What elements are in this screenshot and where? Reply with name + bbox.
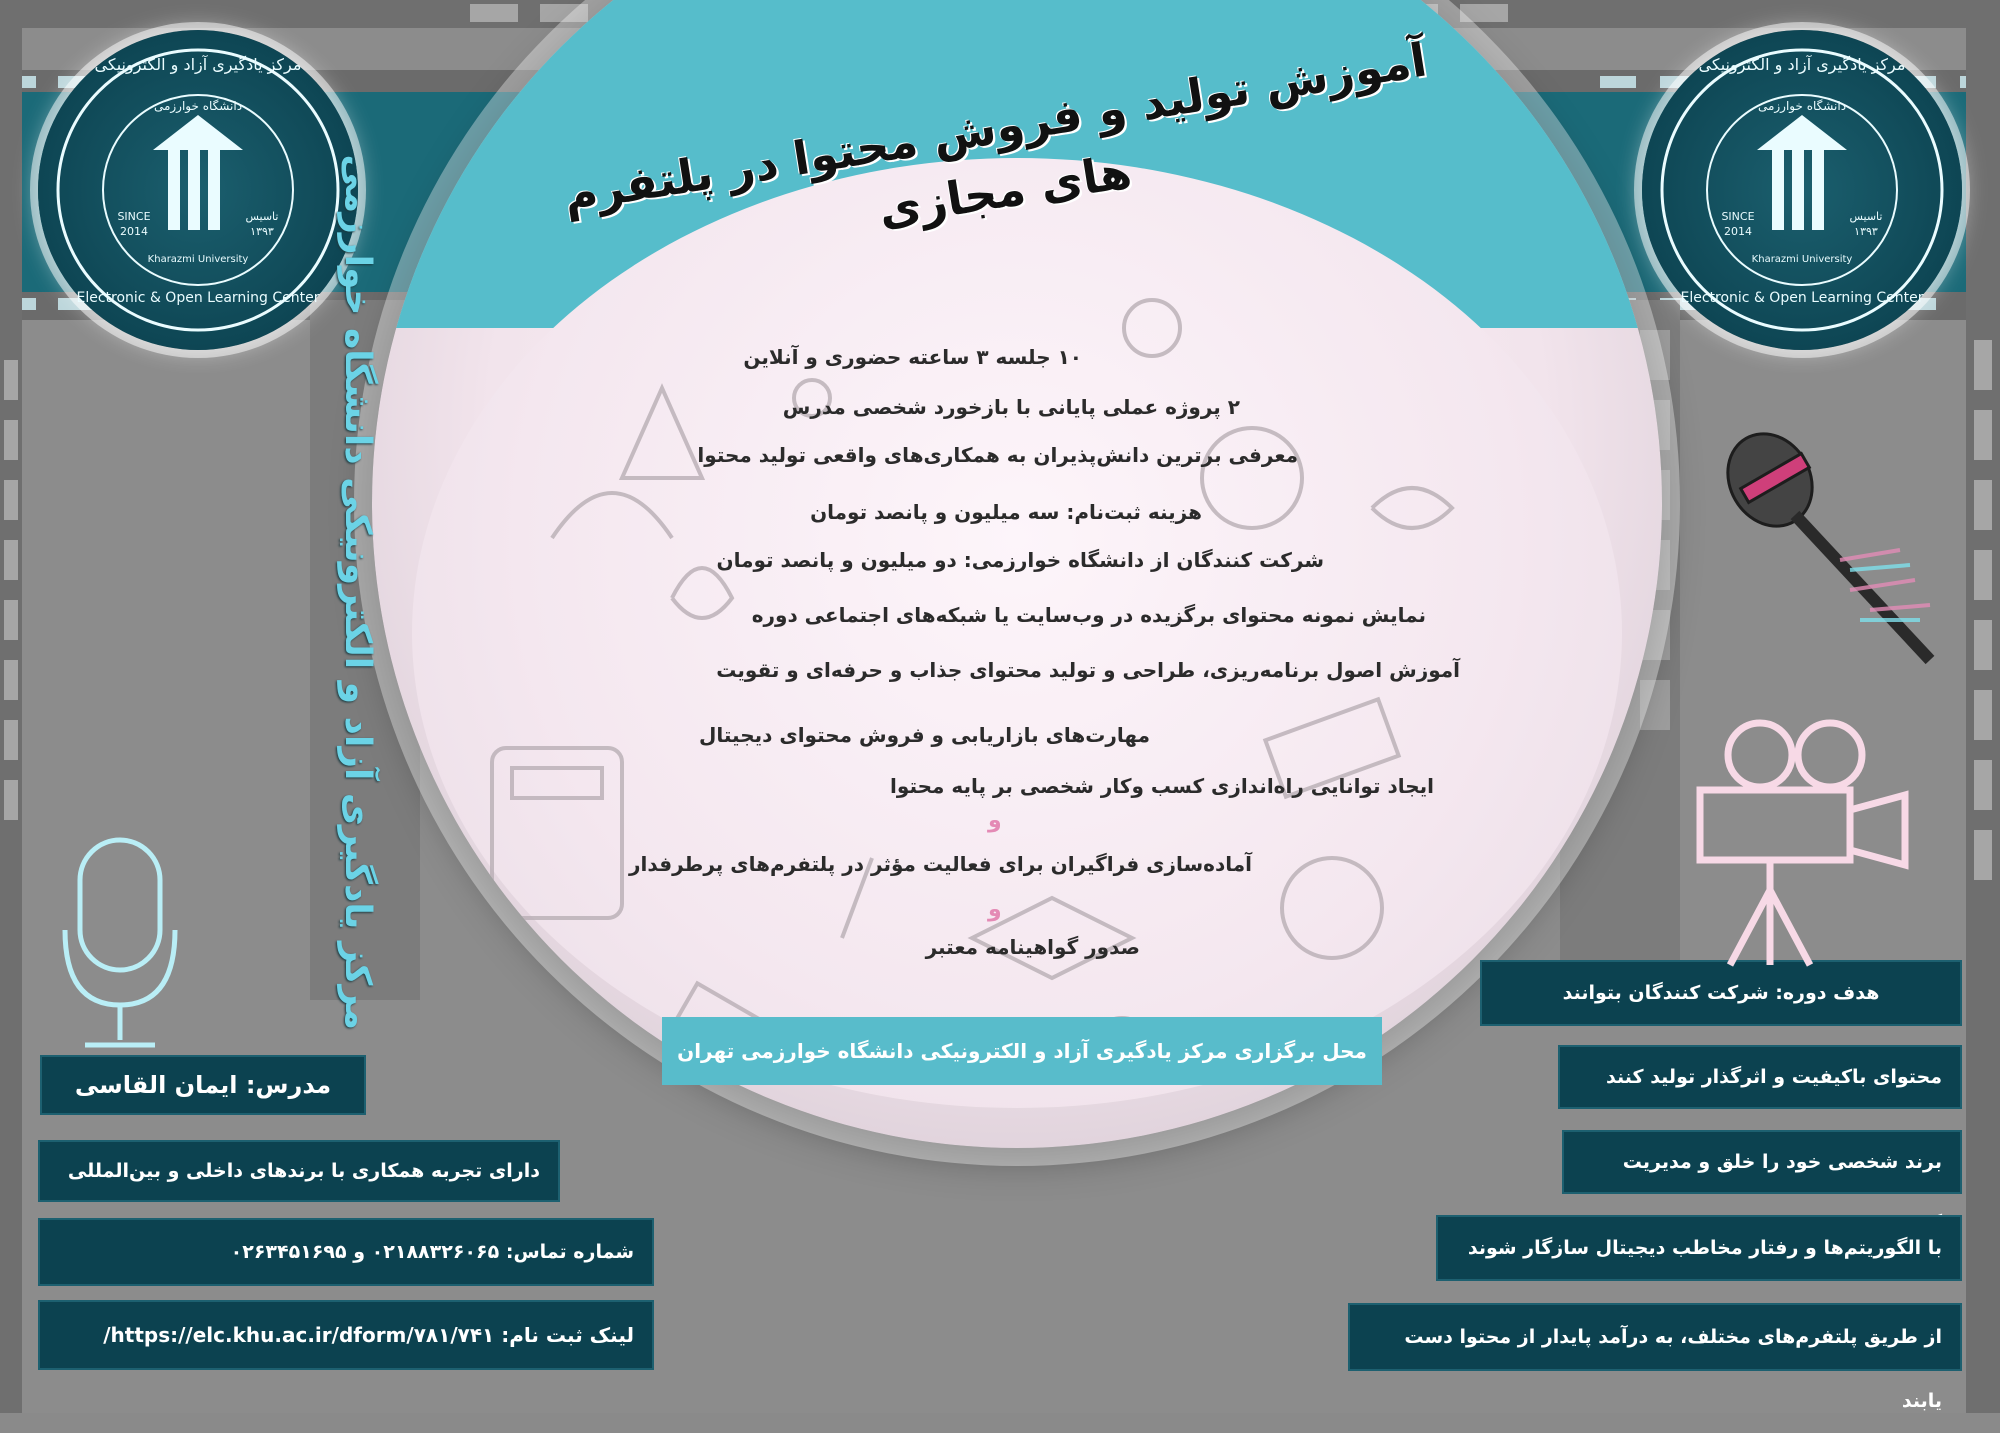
logo-founded: تاسیس: [1849, 210, 1883, 223]
instructor-label: مدرس: ایمان القاسی: [40, 1055, 366, 1115]
contact-phone: شماره تماس: ۰۲۱۸۸۳۲۶۰۶۵ و ۰۲۶۳۴۵۱۶۹۵: [38, 1218, 654, 1286]
logo-sub-text: دانشگاه خوارزمی: [153, 99, 243, 113]
logo-founded-year: ۱۳۹۳: [1854, 225, 1878, 238]
logo-ring-text: مرکز یادگیری آزاد و الکترونیکی: [1698, 55, 1906, 74]
logo-right: [1642, 30, 1962, 350]
feature-item: آموزش اصول برنامه‌ریزی، طراحی و تولید محتوای جذاب و حرفه‌ای و تقویت: [716, 658, 1460, 682]
logo-since: SINCE: [117, 210, 151, 223]
logo-ring-text: مرکز یادگیری آزاد و الکترونیکی: [94, 55, 302, 74]
conjunction: و: [988, 897, 1002, 922]
goal-item: از طریق پلتفرم‌های مختلف، به درآمد پایدار از محتوا دست یابند: [1348, 1303, 1962, 1371]
logo-since-year: 2014: [120, 225, 148, 238]
instructor-experience: دارای تجربه همکاری با برندهای داخلی و بین‌المللی: [38, 1140, 560, 1202]
venue-banner: محل برگزاری مرکز یادگیری آزاد و الکترونیکی دانشگاه خوارزمی تهران: [662, 1017, 1382, 1085]
microphone-icon: [55, 835, 185, 1055]
goal-heading: هدف دوره: شرکت کنندگان بتوانند: [1480, 960, 1962, 1026]
logo-since: SINCE: [1721, 210, 1755, 223]
goal-item: محتوای باکیفیت و اثرگذار تولید کنند: [1558, 1045, 1962, 1109]
feature-item: صدور گواهینامه معتبر: [925, 935, 1140, 959]
feature-item: هزینه ثبت‌نام: سه میلیون و پانصد تومان: [810, 500, 1202, 524]
page-title: آموزش تولید و فروش محتوا در پلتفرم های مجازی: [559, 32, 1431, 238]
logo-founded: تاسیس: [245, 210, 279, 223]
logo-english-center: Electronic & Open Learning Center: [76, 290, 320, 306]
conjunction: و: [988, 808, 1002, 833]
logo-english-name: Kharazmi University: [147, 254, 249, 265]
side-title: مرکز یادگیری آزاد و الکترونیکی دانشگاه خوارزمی: [337, 154, 378, 1030]
logo-since-year: 2014: [1724, 225, 1752, 238]
feature-item: ایجاد توانایی راه‌اندازی کسب ‌و‌کار شخصی بر پایه محتوا: [890, 774, 1434, 798]
logo-founded-year: ۱۳۹۳: [250, 225, 274, 238]
movie-camera-icon: [1690, 715, 1920, 975]
registration-link[interactable]: لینک ثبت نام: https://elc.khu.ac.ir/dform/۷۸۱/۷۴۱/: [38, 1300, 654, 1370]
feature-item: ۲ پروژه عملی پایانی با بازخورد شخصی مدرس: [782, 395, 1240, 419]
goal-item: برند شخصی خود را خلق و مدیریت: [1562, 1130, 1962, 1194]
logo-english-center: Electronic & Open Learning Center: [1680, 290, 1924, 306]
feature-item: معرفی برترین دانش‌پذیران به همکاری‌های واقعی تولید محتوا: [697, 443, 1298, 467]
feature-item: آماده‌سازی فراگیران برای فعالیت مؤثر در پلتفرم‌های پرطرفدار: [629, 852, 1252, 876]
feature-item: ۱۰ جلسه ۳ ساعته حضوری و آنلاین: [743, 345, 1082, 369]
logo-left: [38, 30, 358, 350]
retro-microphone-icon: [1700, 420, 1950, 680]
goal-item: با الگوریتم‌ها و رفتار مخاطب دیجیتال سازگار شوند: [1436, 1215, 1962, 1281]
feature-item: نمایش نمونه محتوای برگزیده در وب‌سایت یا شبکه‌های اجتماعی دوره: [751, 603, 1426, 627]
logo-english-name: Kharazmi University: [1751, 254, 1853, 265]
logo-sub-text: دانشگاه خوارزمی: [1757, 99, 1847, 113]
feature-item: مهارت‌های بازاریابی و فروش محتوای دیجیتال: [699, 723, 1150, 747]
feature-item: شرکت کنندگان از دانشگاه خوارزمی: دو میلیون و پانصد تومان: [716, 548, 1324, 572]
